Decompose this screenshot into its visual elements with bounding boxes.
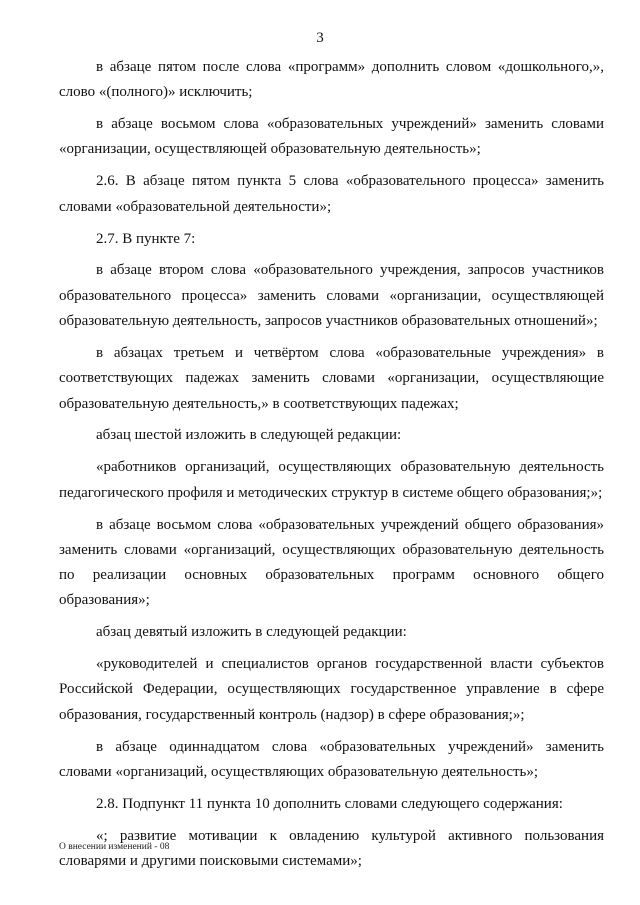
- paragraph: «работников организаций, осуществляющих образовательную деятельность педагогического профиля и методических структур в системе общего образования;»;: [59, 459, 604, 501]
- paragraph: «руководителей и специалистов органов государственной власти субъектов Российской Федерации, осуществляющих государственное управление в сфере образования, государственный контроль (надзор) в сфере образования;»;: [59, 656, 604, 723]
- paragraph: 2.6. В абзаце пятом пункта 5 слова «образовательного процесса» заменить словами «образовательной деятельности»;: [59, 173, 604, 215]
- paragraph: в абзаце восьмом слова «образовательных учреждений» заменить словами «организации, осуществляющей образовательную деятельность»;: [59, 116, 604, 158]
- paragraph: в абзацах третьем и четвёртом слова «образовательные учреждения» в соответствующих падежах заменить словами «организации, осуществляющие образовательную деятельность,» в соответствующих падежах;: [59, 344, 604, 412]
- paragraph: 2.8. Подпункт 11 пункта 10 дополнить словами следующего содержания:: [96, 795, 563, 812]
- document-body: [59, 55, 604, 881]
- paragraph: в абзаце пятом после слова «программ» дополнить словом «дошкольного,», слово «(полного)» исключить;: [59, 59, 604, 101]
- paragraph: 2.7. В пункте 7:: [96, 230, 196, 247]
- paragraph: «; развитие мотивации к овладению культурой активного пользования словарями и другими поисковыми системами»;: [59, 827, 604, 870]
- paragraph: абзац шестой изложить в следующей редакции:: [96, 427, 402, 444]
- paragraph: в абзаце втором слова «образовательного учреждения, запросов участников образовательного процесса» заменить словами «организации, осуществляющей образовательную деятельность, запросов участников образовательных отношений»;: [59, 262, 604, 330]
- paragraph: абзац девятый изложить в следующей редакции:: [96, 624, 407, 641]
- footer-note: О внесении изменений - 08: [59, 842, 170, 852]
- paragraph: в абзаце одиннадцатом слова «образовательных учреждений» заменить словами «организаций, осуществляющих образовательную деятельность»;: [59, 738, 604, 780]
- page-number: 3: [316, 30, 324, 46]
- paragraph: в абзаце восьмом слова «образовательных учреждений общего образования» заменить словами «организаций, осуществляющих образовательную деятельность по реализации основных образовательных программ основного общего образования»;: [59, 516, 604, 609]
